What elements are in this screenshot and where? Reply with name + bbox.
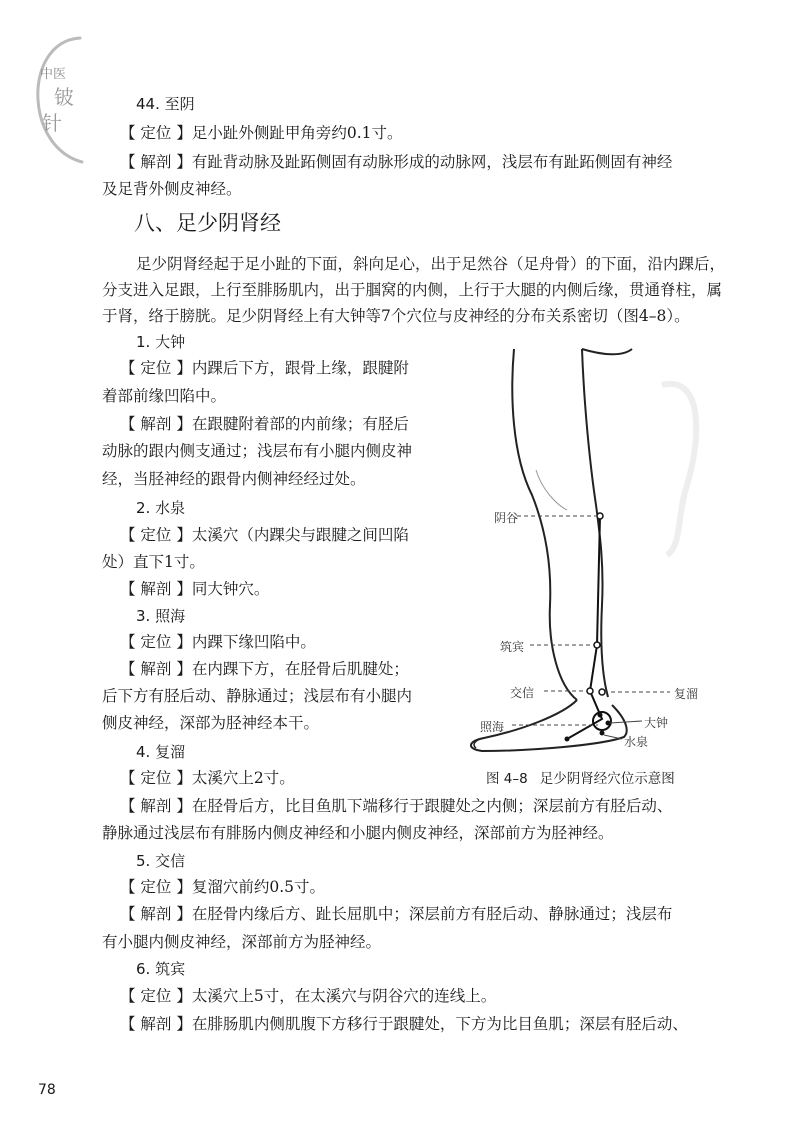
point-5-anatomy-line1: 【 解剖 】在胫骨内缘后方、趾长屈肌中；深层前方有胫后动、静脉通过；浅层布 bbox=[120, 905, 673, 923]
book-series-logo bbox=[22, 30, 92, 170]
point-3-location-line1: 【 定位 】内踝下缘凹陷中。 bbox=[120, 633, 316, 651]
point-2-heading: 2. 水泉 bbox=[136, 499, 186, 517]
label-zhaohai: 照海 bbox=[480, 720, 505, 734]
point-44-location: 【 定位 】足小趾外侧趾甲角旁约0.1寸。 bbox=[120, 124, 403, 142]
label-fuliu: 复溜 bbox=[674, 687, 699, 701]
point-1-anatomy-line3: 经，当胫神经的跟骨内侧神经经过处。 bbox=[102, 470, 366, 488]
point-6-location-line1: 【 定位 】太溪穴上5寸，在太溪穴与阴谷穴的连线上。 bbox=[120, 987, 497, 1005]
figure-caption bbox=[486, 767, 675, 787]
point-1-anatomy-line2: 动脉的跟内侧支通过；浅层布有小腿内侧皮神 bbox=[102, 442, 413, 460]
point-44-anatomy-line1: 【 解剖 】有趾背动脉及趾跖侧固有动脉形成的动脉网，浅层布有趾跖侧固有神经 bbox=[120, 153, 673, 171]
section-intro-line2: 分支进入足跟，上行至腓肠肌内，出于腘窝的内侧，上行于大腿的内侧后缘，贯通脊柱，属 bbox=[102, 281, 723, 299]
label-dazhong: 大钟 bbox=[644, 716, 669, 730]
figure-caption-text: 足少阴肾经穴位示意图 bbox=[539, 771, 675, 787]
point-2-anatomy-line1: 【 解剖 】同大钟穴。 bbox=[120, 580, 270, 598]
section-intro-line3: 于肾，络于膀胱。足少阴肾经上有大钟等7个穴位与皮神经的分布关系密切（图4–8）。 bbox=[102, 307, 690, 325]
point-1-location-line2: 着部前缘凹陷中。 bbox=[102, 387, 227, 405]
point-4-anatomy-line1: 【 解剖 】在胫骨后方，比目鱼肌下端移行于跟腱处之内侧；深层前方有胫后动、 bbox=[120, 797, 673, 815]
point-4-heading: 4. 复溜 bbox=[136, 743, 186, 761]
point-6-heading: 6. 筑宾 bbox=[136, 960, 186, 978]
figure-caption-number: 图 4–8 bbox=[486, 771, 528, 787]
point-5-heading: 5. 交信 bbox=[136, 852, 186, 870]
section-title: 八、足少阴肾经 bbox=[134, 211, 281, 235]
leg-illustration bbox=[462, 345, 728, 765]
point-5-location-line1: 【 定位 】复溜穴前约0.5寸。 bbox=[120, 878, 326, 896]
point-1-heading: 1. 大钟 bbox=[136, 333, 186, 351]
label-zhubin: 筑宾 bbox=[500, 640, 525, 654]
page-number: 78 bbox=[38, 1082, 56, 1098]
point-44-anatomy-line2: 及足背外侧皮神经。 bbox=[102, 180, 242, 198]
label-jiaoxin: 交信 bbox=[510, 686, 535, 700]
point-3-heading: 3. 照海 bbox=[136, 607, 186, 625]
point-2-location-line1: 【 定位 】太溪穴（内踝尖与跟腱之间凹陷 bbox=[120, 526, 409, 544]
point-3-anatomy-line3: 侧皮神经，深部为胫神经本干。 bbox=[102, 714, 320, 732]
label-shuiquan: 水泉 bbox=[624, 735, 649, 749]
point-1-anatomy-line1: 【 解剖 】在跟腱附着部的内前缘；有胫后 bbox=[120, 415, 409, 433]
leg-acupoint-figure bbox=[462, 345, 728, 765]
point-4-anatomy-line2: 静脉通过浅层布有腓肠内侧皮神经和小腿内侧皮神经，深部前方为胫神经。 bbox=[102, 824, 614, 842]
point-4-location-line1: 【 定位 】太溪穴上2寸。 bbox=[120, 769, 295, 787]
point-6-anatomy-line1: 【 解剖 】在腓肠肌内侧肌腹下方移行于跟腱处，下方为比目鱼肌；深层有胫后动、 bbox=[120, 1015, 688, 1033]
point-3-anatomy-line2: 后下方有胫后动、静脉通过；浅层布有小腿内 bbox=[102, 687, 413, 705]
label-yingu: 阴谷 bbox=[494, 511, 519, 525]
logo-text-1: 中医 bbox=[40, 67, 67, 82]
point-5-anatomy-line2: 有小腿内侧皮神经，深部前方为胫神经。 bbox=[102, 933, 382, 951]
point-1-location-line1: 【 定位 】内踝后下方，跟骨上缘，跟腱附 bbox=[120, 359, 409, 377]
logo-text-2: 铍 bbox=[54, 85, 74, 109]
point-44-heading: 44. 至阴 bbox=[136, 95, 195, 113]
logo-text-3: 针 bbox=[42, 111, 62, 135]
point-3-anatomy-line1: 【 解剖 】在内踝下方，在胫骨后肌腱处； bbox=[120, 660, 409, 678]
point-2-location-line2: 处）直下1寸。 bbox=[102, 553, 205, 571]
section-intro-line1: 足少阴肾经起于足小趾的下面，斜向足心，出于足然谷（足舟骨）的下面，沿内踝后， bbox=[136, 255, 726, 273]
